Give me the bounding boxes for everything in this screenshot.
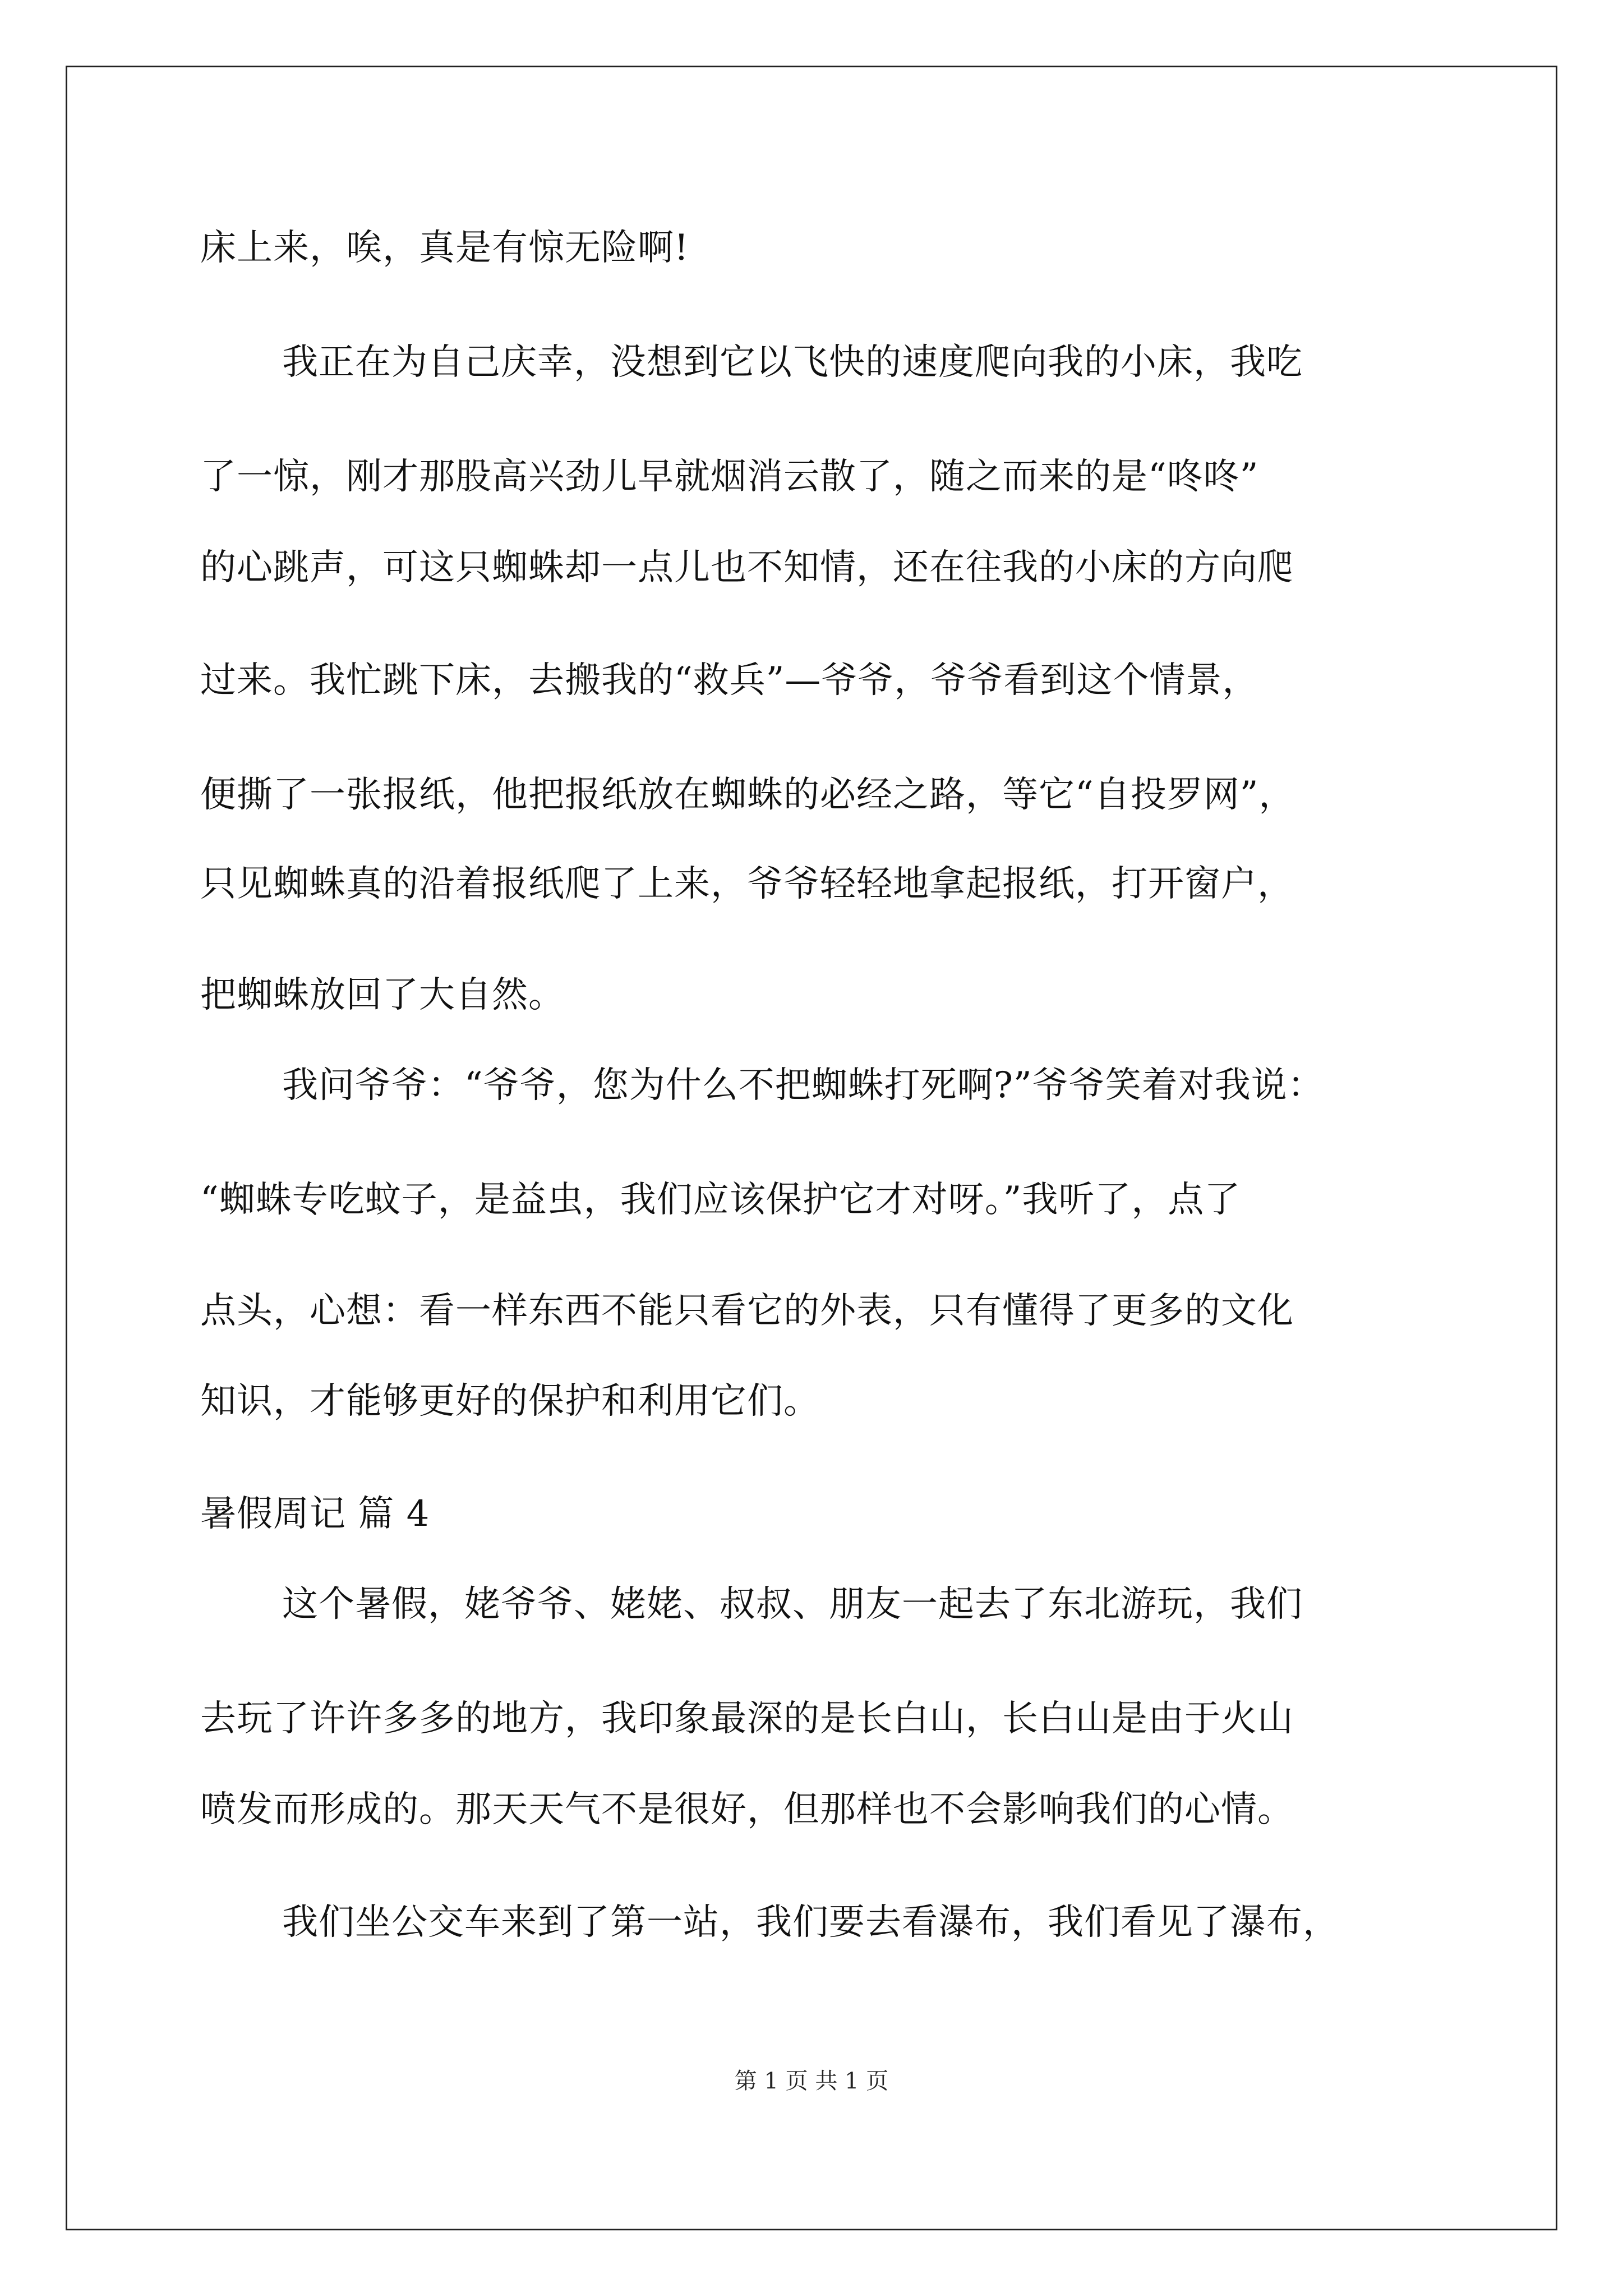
body-line: 点头，心想：看一样东西不能只看它的外表，只有懂得了更多的文化	[200, 1290, 1294, 1332]
body-line: 我问爷爷：“爷爷，您为什么不把蜘蛛打死啊?”爷爷笑着对我说：	[282, 1065, 1324, 1106]
body-line: 这个暑假，姥爷爷、姥姥、叔叔、朋友一起去了东北游玩，我们	[282, 1584, 1303, 1625]
body-line: 我们坐公交车来到了第一站，我们要去看瀑布，我们看见了瀑布，	[282, 1902, 1339, 1943]
body-line: 去玩了许许多多的地方，我印象最深的是长白山，长白山是由于火山	[200, 1698, 1294, 1740]
body-line: 床上来，唉，真是有惊无险啊!	[200, 227, 689, 269]
body-line: 喷发而形成的。那天天气不是很好，但那样也不会影响我们的心情。	[200, 1789, 1294, 1830]
body-line: 过来。我忙跳下床，去搬我的“救兵”—爷爷，爷爷看到这个情景，	[200, 660, 1259, 701]
body-line: 只见蜘蛛真的沿着报纸爬了上来，爷爷轻轻地拿起报纸，打开窗户，	[200, 863, 1294, 905]
body-line: 的心跳声，可这只蜘蛛却一点儿也不知情，还在往我的小床的方向爬	[200, 547, 1294, 588]
body-line: 知识，才能够更好的保护和利用它们。	[200, 1381, 820, 1422]
section-heading: 暑假周记 篇 4	[200, 1493, 430, 1535]
body-line: “蜘蛛专吃蚊子，是益虫，我们应该保护它才对呀。”我听了，点了	[200, 1179, 1241, 1221]
page-number-footer: 第 1 页 共 1 页	[734, 2068, 889, 2094]
body-line: 了一惊，刚才那股高兴劲儿早就烟消云散了，随之而来的是“咚咚”	[200, 456, 1259, 498]
body-line: 我正在为自己庆幸，没想到它以飞快的速度爬向我的小床，我吃	[282, 342, 1303, 383]
body-line: 便撕了一张报纸，他把报纸放在蜘蛛的必经之路，等它“自投罗网”，	[200, 774, 1295, 816]
body-line: 把蜘蛛放回了大自然。	[200, 974, 565, 1016]
